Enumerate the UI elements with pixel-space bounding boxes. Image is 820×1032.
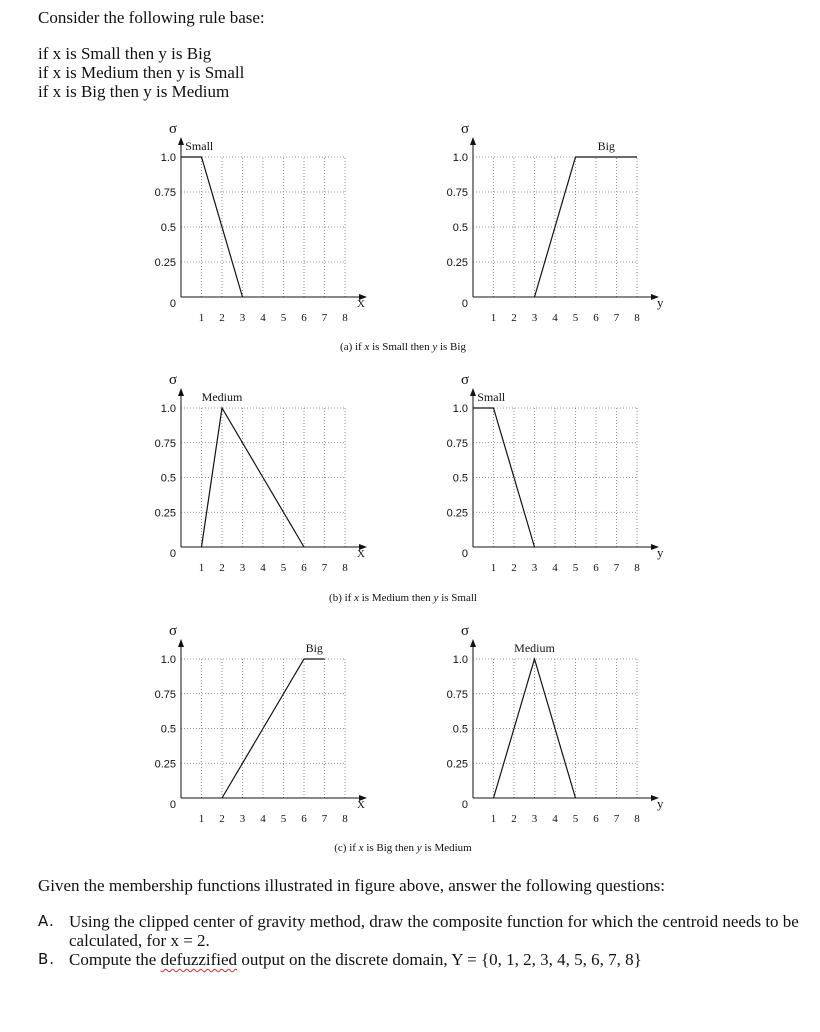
y-tick-label: 0 (169, 298, 176, 310)
x-tick-label: 8 (634, 312, 640, 324)
rule-2: if x is Medium then y is Small (38, 63, 245, 82)
x-tick-label: 1 (490, 813, 497, 825)
y-tick-label: 0 (169, 799, 176, 811)
x-tick-label: 4 (552, 562, 558, 574)
y-axis-arrow (178, 639, 184, 647)
x-tick-label: 7 (613, 312, 620, 324)
membership-label-small: Small (477, 390, 506, 404)
x-tick-label: 6 (593, 813, 599, 825)
rule-base-heading: Consider the following rule base: (38, 8, 265, 27)
x-tick-label: 4 (552, 813, 558, 825)
y-tick-label: 1.0 (452, 654, 468, 666)
x-tick-label: 7 (321, 312, 328, 324)
x-axis-label: X (357, 799, 365, 811)
x-tick-label: 7 (321, 562, 328, 574)
x-tick-label: 2 (219, 312, 225, 324)
y-tick-label: 0.75 (446, 187, 468, 199)
y-axis-arrow (470, 639, 476, 647)
y-tick-label: 0.5 (452, 723, 468, 736)
membership-line-big (535, 157, 638, 297)
x-tick-label: 3 (531, 813, 538, 825)
x-tick-label: 7 (613, 813, 620, 825)
y-tick-label: 0 (461, 298, 468, 310)
x-tick-label: 2 (219, 562, 225, 574)
y-tick-label: 0.25 (154, 507, 176, 520)
x-tick-label: 2 (511, 312, 517, 324)
x-axis-label: y (657, 295, 664, 310)
x-tick-label: 4 (552, 312, 558, 324)
x-tick-label: 5 (572, 813, 579, 825)
x-tick-label: 1 (198, 312, 205, 324)
x-tick-label: 1 (490, 562, 497, 574)
question-a-text: Using the clipped center of gravity method, draw the composite function for which the centroid needs to be calculated, for x = 2. (69, 912, 799, 950)
question-list (38, 912, 808, 969)
y-tick-label: 0.75 (446, 437, 468, 450)
question-a (38, 912, 808, 950)
x-tick-label: 6 (593, 562, 599, 574)
chart-panel-4 (447, 372, 664, 574)
x-tick-label: 2 (511, 562, 517, 574)
x-tick-label: 3 (239, 813, 246, 825)
y-tick-label: 0.25 (446, 507, 468, 520)
questions-lead: Given the membership functions illustrated in figure above, answer the following questions: (38, 876, 665, 895)
chart-panel-5 (155, 623, 367, 825)
x-tick-label: 2 (511, 813, 517, 825)
y-tick-label: 0.5 (452, 472, 468, 485)
x-tick-label: 8 (634, 562, 640, 574)
y-tick-label: 0.75 (154, 688, 176, 701)
membership-label-medium: Medium (201, 390, 243, 404)
x-tick-label: 8 (342, 813, 348, 825)
y-tick-label: 0.5 (160, 472, 176, 485)
x-tick-label: 8 (342, 312, 348, 324)
y-axis-arrow (178, 388, 184, 396)
question-b (38, 950, 808, 969)
x-axis-label: X (357, 298, 365, 310)
membership-label-big: Big (305, 641, 323, 655)
membership-line-medium (202, 408, 305, 547)
x-tick-label: 4 (260, 312, 266, 324)
membership-line-big (222, 659, 325, 798)
y-tick-label: 1.0 (452, 152, 468, 164)
x-tick-label: 6 (301, 813, 307, 825)
y-tick-label: 1.0 (160, 403, 176, 415)
x-tick-label: 3 (239, 312, 246, 324)
x-tick-label: 5 (572, 312, 579, 324)
y-tick-label: 0 (461, 548, 468, 560)
y-tick-label: 1.0 (160, 654, 176, 666)
membership-label-medium: Medium (514, 641, 555, 655)
membership-label-big: Big (597, 139, 615, 153)
x-tick-label: 4 (260, 813, 266, 825)
y-tick-label: 0.75 (154, 187, 176, 199)
x-tick-label: 5 (280, 312, 287, 324)
chart-panel-3 (155, 372, 367, 574)
x-tick-label: 8 (342, 562, 348, 574)
chart-panel-6 (447, 623, 664, 825)
rule-3: if x is Big then y is Medium (38, 82, 230, 101)
x-tick-label: 1 (198, 813, 205, 825)
y-axis-label: σ (169, 372, 178, 388)
x-tick-label: 7 (613, 562, 620, 574)
y-axis-label: σ (461, 623, 470, 639)
y-axis-label: σ (169, 121, 178, 137)
chart-panel-2 (447, 121, 664, 324)
y-axis-arrow (470, 137, 476, 145)
spellcheck-flagged-word: defuzzified (160, 950, 238, 969)
x-tick-label: 5 (572, 562, 579, 574)
x-axis-label: y (657, 796, 664, 811)
y-tick-label: 0.25 (446, 758, 468, 771)
y-tick-label: 0 (169, 548, 176, 560)
questions (38, 876, 808, 969)
x-axis-label: X (357, 548, 365, 560)
x-tick-label: 5 (280, 813, 287, 825)
y-axis-label: σ (461, 121, 470, 137)
membership-label-small: Small (185, 139, 214, 153)
x-tick-label: 8 (634, 813, 640, 825)
chart-panel-1 (155, 121, 367, 324)
question-b-marker: B. (38, 950, 56, 968)
y-tick-label: 1.0 (452, 403, 468, 415)
x-tick-label: 1 (490, 312, 497, 324)
x-tick-label: 3 (531, 562, 538, 574)
y-tick-label: 1.0 (160, 152, 176, 164)
figure-caption-a: (a) if x is Small then y is Big (340, 341, 466, 353)
y-tick-label: 0.25 (154, 758, 176, 771)
question-a-marker: A. (38, 912, 55, 930)
y-tick-label: 0.75 (154, 437, 176, 450)
y-axis-arrow (470, 388, 476, 396)
y-tick-label: 0.75 (446, 688, 468, 701)
x-tick-label: 5 (280, 562, 287, 574)
x-tick-label: 6 (301, 562, 307, 574)
y-axis-label: σ (169, 623, 178, 639)
x-tick-label: 1 (198, 562, 205, 574)
y-tick-label: 0 (461, 799, 468, 811)
x-tick-label: 7 (321, 813, 328, 825)
figure-caption-c: (c) if x is Big then y is Medium (334, 842, 472, 854)
y-tick-label: 0.25 (154, 257, 176, 269)
y-axis-label: σ (461, 372, 470, 388)
y-tick-label: 0.5 (160, 222, 176, 234)
y-tick-label: 0.25 (446, 257, 468, 269)
x-tick-label: 3 (239, 562, 246, 574)
x-tick-label: 6 (593, 312, 599, 324)
x-tick-label: 3 (531, 312, 538, 324)
x-tick-label: 2 (219, 813, 225, 825)
x-tick-label: 6 (301, 312, 307, 324)
question-b-post: output on the discrete domain, Y = {0, 1, 2, 3, 4, 5, 6, 7, 8} (237, 950, 642, 969)
figure-caption-b: (b) if x is Medium then y is Small (329, 592, 477, 604)
x-axis-label: y (657, 545, 664, 560)
y-tick-label: 0.5 (452, 222, 468, 234)
rule-1: if x is Small then y is Big (38, 44, 212, 63)
question-b-pre: Compute the (69, 950, 161, 969)
y-axis-arrow (178, 137, 184, 145)
x-tick-label: 4 (260, 562, 266, 574)
y-tick-label: 0.5 (160, 723, 176, 736)
